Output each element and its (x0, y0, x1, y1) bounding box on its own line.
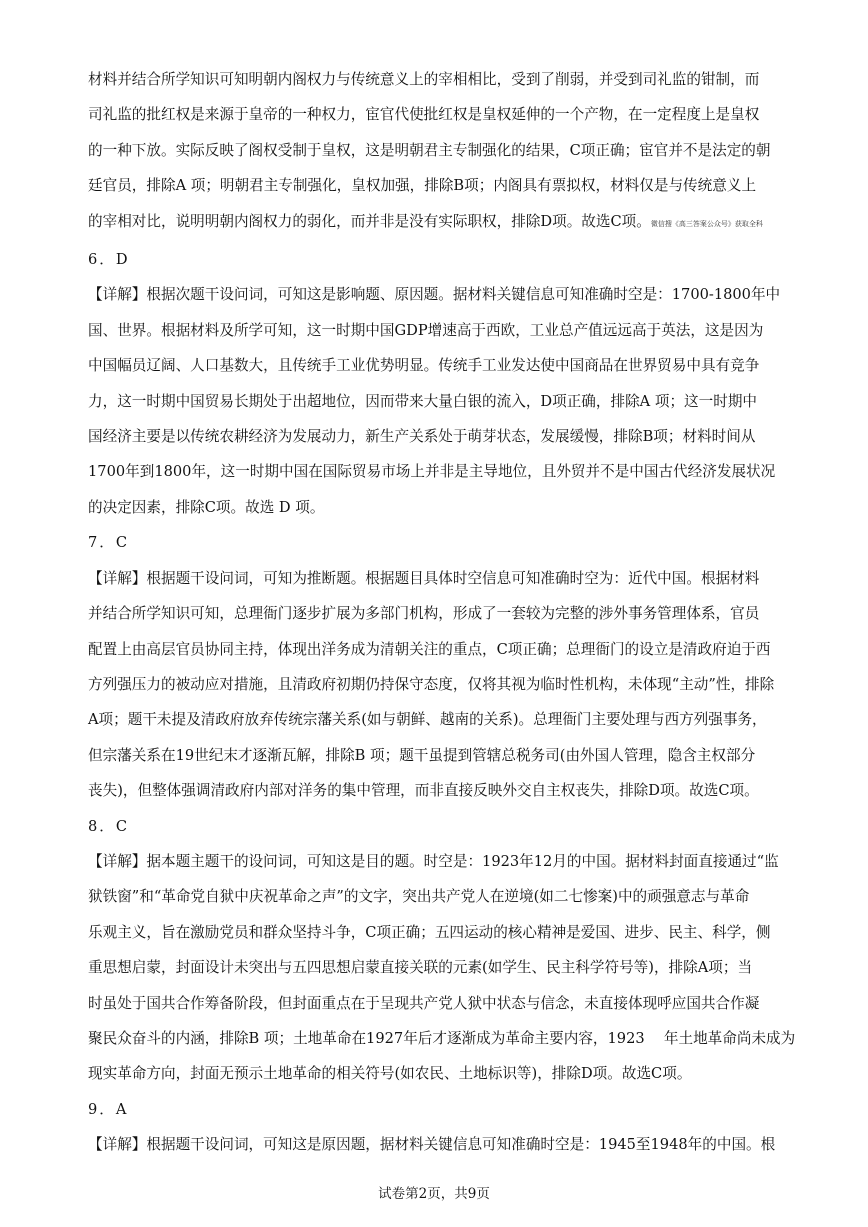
answer-line: 国、世界。根据材料及所学可知，这一时期中国GDP增速高于西欧，工业总产值远远高于英法，这是因为 (88, 321, 764, 339)
answer-line: 【详解】根据题干设问词，可知为推断题。根据题目具体时空信息可知准确时空为：近代中国。根据材料 (88, 569, 760, 587)
answer-line (88, 204, 800, 242)
answer-line: 时虽处于国共合作筹备阶段，但封面重点在于呈现共产党人狱中状态与信念，未直接体现呼应国共合作凝 (88, 994, 760, 1012)
answer-line: 廷官员，排除A 项；明朝君主专制强化，皇权加强，排除B项；内阁具有票拟权，材料仅是与传统意义上 (88, 177, 757, 195)
answer-line: 并结合所学知识可知，总理衙门逐步扩展为多部门机构，形成了一套较为完整的涉外事务管理体系，官员 (88, 605, 760, 623)
answer-line: 【详解】据本题主题干的设问词，可知这是目的题。时空是：1923年12月的中国。据材料封面直接通过“监 (88, 852, 779, 870)
answer-line: 司礼监的批红权是来源于皇帝的一种权力，宦官代使批红权是皇权延伸的一个产物，在一定程度上是皇权 (88, 106, 760, 124)
question-number: 7．C (88, 534, 130, 552)
answer-line: 乐观主义，旨在激励党员和群众坚持斗争，C项正确；五四运动的核心精神是爱国、进步、民主、科学，侧 (88, 923, 771, 941)
answer-content (88, 62, 800, 1163)
answer-q7 (88, 525, 800, 808)
answer-line: 材料并结合所学知识可知明朝内阁权力与传统意义上的宰相相比，受到了削弱，并受到司礼监的钳制，而 (88, 71, 760, 88)
answer-q9 (88, 1092, 800, 1163)
answer-line: 的一种下放。实际反映了阁权受制于皇权，这是明朝君主专制强化的结果，C项正确；宦官并不是法定的朝 (88, 141, 771, 159)
question-number: 8．C (88, 817, 130, 835)
page-footer: 试卷第2页，共9页 (378, 1186, 490, 1202)
answer-line: 力，这一时期中国贸易长期处于出超地位，因而带来大量白银的流入，D项正确，排除A 项；这一时期中 (88, 392, 758, 410)
answer-q5-tail (88, 62, 800, 242)
question-number: 9．A (88, 1100, 129, 1118)
answer-line: 1700年到1800年，这一时期中国在国际贸易市场上并非是主导地位，且外贸并不是中国古代经济发展状况 (88, 463, 776, 481)
answer-line: 狱铁窗”和“革命党自狱中庆祝革命之声”的文字，突出共产党人在逆境(如二七惨案)中的顽强意志与革命 (88, 888, 750, 906)
answer-q6 (88, 242, 800, 525)
answer-line: 方列强压力的被动应对措施，且清政府初期仍持保守态度，仅将其视为临时性机构，未体现“主动”性，排除 (88, 675, 775, 693)
watermark-note: 微信搜《高三答案公众号》获取全科 (650, 219, 763, 228)
answer-line-text: 的宰相对比，说明明朝内阁权力的弱化，而并非是没有实际职权，排除D项。故选C项。 (88, 212, 651, 230)
answer-line: 中国幅员辽阔、人口基数大，且传统手工业优势明显。传统手工业发达使中国商品在世界贸易中具有竞争 (88, 357, 760, 375)
answer-line: A项；题干未提及清政府放弃传统宗藩关系(如与朝鲜、越南的关系)。总理衙门主要处理与西方列强事务， (88, 711, 767, 729)
answer-line: 【详解】根据题干设问词，可知这是原因题，据材料关键信息可知准确时空是：1945至1948年的中国。根 (88, 1136, 776, 1154)
answer-line: 国经济主要是以传统农耕经济为发展动力，新生产关系处于萌芽状态，发展缓慢，排除B项；材料时间从 (88, 428, 756, 446)
answer-q8 (88, 809, 800, 1092)
answer-line: 重思想启蒙，封面设计未突出与五四思想启蒙直接关联的元素(如学生、民主科学符号等)，排除A项；当 (88, 959, 753, 977)
question-number: 6．D (88, 251, 130, 269)
answer-line: 配置上由高层官员协同主持，体现出洋务成为清朝关注的重点，C项正确；总理衙门的设立是清政府迫于西 (88, 640, 771, 658)
answer-line: 聚民众奋斗的内涵，排除B 项；土地革命在1927年后才逐渐成为革命主要内容，1923 年土地革命尚未成为 (88, 1029, 796, 1047)
answer-line: 但宗藩关系在19世纪末才逐渐瓦解，排除B 项；题干虽提到管辖总税务司(由外国人管理，隐含主权部分 (88, 746, 756, 764)
answer-line: 丧失)，但整体强调清政府内部对洋务的集中管理，而非直接反映外交自主权丧失，排除D项。故选C项。 (88, 782, 759, 800)
answer-line: 现实革命方向，封面无预示土地革命的相关符号(如农民、土地标识等)，排除D项。故选C项。 (88, 1065, 692, 1083)
answer-line: 的决定因素，排除C项。故选 D 项。 (88, 498, 325, 516)
answer-line: 【详解】根据次题干设问词，可知这是影响题、原因题。据材料关键信息可知准确时空是：1700-1800年中 (88, 286, 781, 304)
